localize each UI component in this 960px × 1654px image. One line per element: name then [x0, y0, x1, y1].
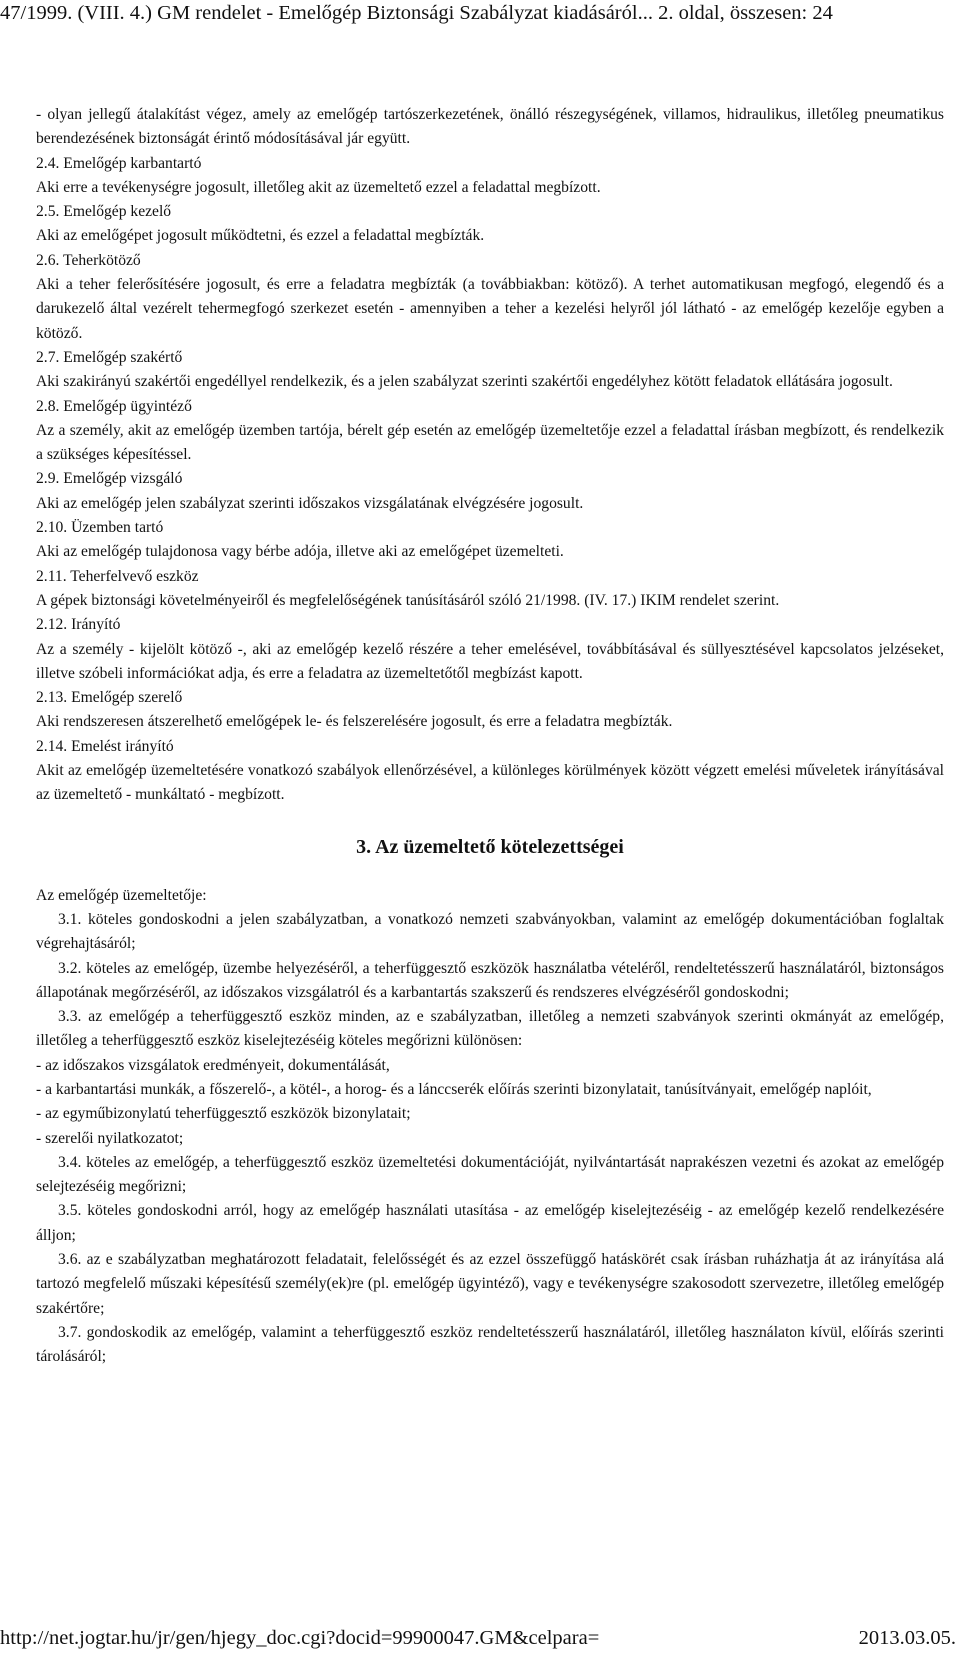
item-3-6: 3.6. az e szabályzatban meghatározott feladatait, felelősségét és az ezzel összefüggő hatáskörét csak írásban ruházhatja át az irányítása alá tartozó megfelelő műszaki képesítésű személy(ek)re (pl. emelőgép ügyintéző), vagy e tevékenységre szakosodott szervezetre, illetőleg emelőgép szakértőre;: [36, 1251, 944, 1317]
def-2-6-text: Aki a teher felerősítésére jogosult, és erre a feladatra megbízták (a továbbiakban: kötöző). A terhet automatikusan megfogó, elegendő és a darukezelő által vezérelt tehermegfogó szerkezet esetén - amennyiben a teher a kezelési helyről jól látható - az emelőgép kezelője egyben a kötöző.: [36, 276, 944, 342]
item-3-3-list-item: - az időszakos vizsgálatok eredményeit, dokumentálását,: [36, 1056, 390, 1074]
def-2-7-heading: 2.7. Emelőgép szakértő: [36, 348, 183, 366]
item-3-3-list-item: - az egyműbizonylatú teherfüggesztő eszközök bizonylatait;: [36, 1105, 411, 1123]
def-2-13-heading: 2.13. Emelőgép szerelő: [36, 689, 183, 707]
def-2-12-text: Az a személy - kijelölt kötöző -, aki az emelőgép kezelő részére a teher emelésével, továbbításával és süllyesztésével kapcsolatos jelzéseket, illetve szóbeli információkat adja, és erre a feladatra az üzemeltetőtől megbízást kapott.: [36, 640, 944, 682]
def-2-7-text: Aki szakirányú szakértői engedéllyel rendelkezik, és a jelen szabályzat szerinti szakértői engedélyhez kötött feladatok ellátására jogosult.: [36, 373, 893, 391]
def-2-5-heading: 2.5. Emelőgép kezelő: [36, 203, 172, 221]
def-2-10-text: Aki az emelőgép tulajdonosa vagy bérbe adója, illetve aki az emelőgépet üzemelteti.: [36, 543, 564, 561]
page-header: 47/1999. (VIII. 4.) GM rendelet - Emelőgép Biztonsági Szabályzat kiadásáról... 2. oldal, összesen: 24: [0, 2, 833, 24]
item-3-3-list-item: - szerelői nyilatkozatot;: [36, 1129, 184, 1147]
def-2-5-text: Aki az emelőgépet jogosult működtetni, és ezzel a feladattal megbízták.: [36, 227, 485, 245]
def-2-14-text: Akit az emelőgép üzemeltetésére vonatkozó szabályok ellenőrzésével, a különleges körülmények között végzett emelési műveletek irányításával az üzemeltető - munkáltató - megbízott.: [36, 762, 944, 804]
item-3-2: 3.2. köteles az emelőgép, üzembe helyezéséről, a teherfüggesztő eszközök használatba vételéről, rendeltetésszerű használatáról, biztonságos állapotának megőrzéséről, az időszakos vizsgálatról és a karbantartás szakszerű és rendszeres elvégzéséről gondoskodni;: [36, 959, 944, 1001]
footer-url-link[interactable]: http://net.jogtar.hu/jr/gen/hjegy_doc.cgi?docid=99900047.GM&celpara=: [0, 1627, 600, 1649]
def-2-6-heading: 2.6. Teherkötöző: [36, 251, 141, 269]
def-2-13-text: Aki rendszeresen átszerelhető emelőgépek le- és felszerelésére jogosult, és erre a feladatra megbízták.: [36, 713, 673, 731]
item-3-3-list-item: - a karbantartási munkák, a főszerelő-, a kötél-, a horog- és a lánccserék előírás szerinti bizonylatait, tanúsítványait, emelőgép naplóit,: [36, 1080, 872, 1098]
section3-title: 3. Az üzemeltető kötelezettségei: [356, 835, 624, 858]
def-2-11-text: A gépek biztonsági követelményeiről és megfelelőségének tanúsításáról szóló 21/1998. (IV. 17.) IKIM rendelet szerint.: [36, 591, 780, 609]
def-2-4-heading: 2.4. Emelőgép karbantartó: [36, 154, 202, 172]
section2-intro: - olyan jellegű átalakítást végez, amely az emelőgép tartószerkezetének, önálló részegységének, villamos, hidraulikus, illetőleg pneumatikus berendezésének biztonságát érintő módosításával jár együtt.: [36, 106, 944, 148]
item-3-4: 3.4. köteles az emelőgép, a teherfüggesztő eszköz üzemeltetési dokumentációját, nyilvántartását naprakészen vezetni és azokat az emelőgép selejtezéséig megőrizni;: [36, 1153, 944, 1196]
def-2-9-heading: 2.9. Emelőgép vizsgáló: [36, 470, 183, 488]
def-2-8-heading: 2.8. Emelőgép ügyintéző: [36, 397, 192, 415]
def-2-4-text: Aki erre a tevékenységre jogosult, illetőleg akit az üzemeltető ezzel a feladattal megbízott.: [36, 178, 601, 196]
item-3-5: 3.5. köteles gondoskodni arról, hogy az emelőgép használati utasítása - az emelőgép kiselejtezéséig - az emelőgép kezelő rendelkezésére álljon;: [36, 1202, 944, 1244]
def-2-11-heading: 2.11. Teherfelvevő eszköz: [36, 567, 199, 585]
item-3-3: 3.3. az emelőgép a teherfüggesztő eszköz minden, az e szabályzatban, illetőleg a nemzeti szabványok szerinti okmányát az emelőgép, illetőleg a teherfüggesztő eszköz kiselejtezéséig köteles megőrizni különösen:: [36, 1008, 944, 1050]
document-body: [36, 103, 944, 1370]
def-2-12-heading: 2.12. Irányító: [36, 616, 121, 634]
def-2-9-text: Aki az emelőgép jelen szabályzat szerinti időszakos vizsgálatának elvégzésére jogosult.: [36, 494, 584, 512]
item-3-7: 3.7. gondoskodik az emelőgép, valamint a teherfüggesztő eszköz rendeltetésszerű használatáról, illetőleg használaton kívül, előírás szerinti tárolásáról;: [36, 1323, 944, 1366]
item-3-1: 3.1. köteles gondoskodni a jelen szabályzatban, a vonatkozó nemzeti szabványokban, valamint az emelőgép dokumentációban foglaltak végrehajtásáról;: [36, 910, 944, 953]
section3-intro: Az emelőgép üzemeltetője:: [36, 886, 207, 904]
def-2-10-heading: 2.10. Üzemben tartó: [36, 519, 164, 537]
def-2-8-text: Az a személy, akit az emelőgép üzemben tartója, bérelt gép esetén az emelőgép üzemeltetője ezzel a feladattal írásban megbízott, és rendelkezik a szükséges képesítéssel.: [36, 421, 944, 464]
footer-date: 2013.03.05.: [858, 1627, 956, 1649]
def-2-14-heading: 2.14. Emelést irányító: [36, 737, 174, 755]
